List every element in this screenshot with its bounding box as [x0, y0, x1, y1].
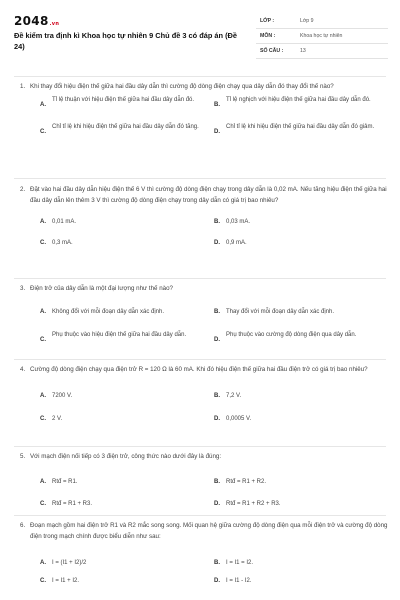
question-2 [14, 184, 388, 252]
option-b[interactable] [214, 218, 382, 228]
option-label: B. [214, 102, 220, 108]
option-a[interactable] [40, 392, 208, 402]
option-label: D. [214, 578, 220, 584]
option-text: 0,3 mA. [52, 240, 73, 246]
option-a[interactable] [40, 96, 208, 106]
option-c[interactable] [40, 239, 208, 249]
options [14, 466, 388, 506]
option-text: Không đổi với mỗi đoạn dây dẫn xác định. [52, 309, 165, 315]
option-label: C. [40, 337, 46, 343]
page-header [14, 14, 388, 72]
meta-value: Lớp 9 [300, 18, 314, 24]
option-c[interactable] [40, 331, 208, 341]
option-label: C. [40, 501, 46, 507]
option-text: 0,03 mA. [226, 219, 251, 225]
option-b[interactable] [214, 96, 382, 106]
option-text: Rtđ = R1 + R2. [226, 479, 267, 485]
option-label: A. [40, 393, 46, 399]
option-c[interactable] [40, 123, 208, 133]
divider [14, 446, 386, 447]
question-number: 6. [20, 522, 26, 529]
option-label: A. [40, 219, 46, 225]
meta-row-class [256, 14, 388, 29]
meta-info [256, 14, 388, 59]
question-stem: Điện trở của dây dẫn là một đại lượng như thế nào? [30, 285, 173, 292]
logo-suffix: .vn [49, 21, 60, 27]
question-number: 3. [20, 285, 26, 292]
option-text: 7,2 V. [226, 393, 242, 399]
divider [14, 515, 386, 516]
question-3 [14, 283, 388, 362]
options [14, 379, 388, 429]
option-b[interactable] [214, 559, 382, 569]
meta-row-count [256, 44, 388, 59]
question-5 [14, 451, 388, 506]
option-label: A. [40, 479, 46, 485]
option-d[interactable] [214, 239, 382, 249]
question-number: 1. [20, 83, 26, 90]
meta-key: LỚP : [260, 18, 275, 24]
option-b[interactable] [214, 392, 382, 402]
option-c[interactable] [40, 577, 208, 587]
options [14, 210, 388, 252]
option-label: C. [40, 578, 46, 584]
options [14, 546, 388, 590]
option-label: B. [214, 560, 220, 566]
site-logo[interactable] [14, 14, 59, 28]
option-c[interactable] [40, 415, 208, 425]
option-b[interactable] [214, 478, 382, 488]
option-d[interactable] [214, 331, 382, 341]
option-label: A. [40, 309, 46, 315]
option-label: A. [40, 102, 46, 108]
question-stem: Đặt vào hai đầu dây dẫn hiệu điện thế 6 V thì cường độ dòng điện chạy trong dây dẫn là 0,02 mA. Nếu tăng hiệu điện thế giữa hai đầu dây dẫn lên thêm 3 V thì cường độ dòng điện chạy trong dây dẫn có giá trị bao nhiêu? [30, 186, 387, 204]
option-text: Tỉ lệ nghịch với hiệu điện thế giữa hai đầu dây dẫn đó. [226, 97, 371, 103]
option-text: Rtđ = R1 + R3. [52, 501, 93, 507]
option-label: D. [214, 337, 220, 343]
divider [14, 178, 386, 179]
meta-value: 13 [300, 48, 306, 54]
option-d[interactable] [214, 415, 382, 425]
question-number: 2. [20, 186, 26, 193]
option-text: I = I1 = I2. [226, 560, 254, 566]
option-text: Tỉ lệ thuận với hiệu điện thế giữa hai đầu dây dẫn đó. [52, 97, 195, 103]
question-stem: Khi thay đổi hiệu điện thế giữa hai đầu dây dẫn thì cường độ dòng điện chạy qua dây dẫn đó thay đổi thế nào? [30, 83, 334, 90]
option-text: Chỉ tỉ lệ khi hiệu điện thế giữa hai đầu dây dẫn đó giảm. [226, 124, 375, 130]
option-text: 7200 V. [52, 393, 73, 399]
option-a[interactable] [40, 308, 208, 318]
option-label: B. [214, 219, 220, 225]
question-6 [14, 520, 388, 590]
option-text: Rtđ = R1 + R2 + R3. [226, 501, 281, 507]
meta-value: Khoa học tự nhiên [300, 33, 343, 39]
document-title: Đề kiểm tra định kì Khoa học tự nhiên 9 Chủ đề 3 có đáp án (Đề 24) [14, 31, 238, 51]
meta-row-subject [256, 29, 388, 44]
option-label: C. [40, 240, 46, 246]
option-text: I = I1 - I2. [226, 578, 252, 584]
logo-text: 2048 [14, 14, 49, 28]
option-label: C. [40, 416, 46, 422]
option-label: D. [214, 129, 220, 135]
question-stem: Cường độ dòng điện chạy qua điện trở R = 120 Ω là 60 mA. Khi đó hiệu điện thế giữa hai đầu điện trở có giá trị bao nhiêu? [30, 366, 368, 373]
question-number: 5. [20, 453, 26, 460]
option-text: 2 V. [52, 416, 63, 422]
option-text: Chỉ tỉ lệ khi hiệu điện thế giữa hai đầu dây dẫn đó tăng. [52, 124, 199, 130]
option-text: Rtđ = R1. [52, 479, 78, 485]
option-label: D. [214, 240, 220, 246]
options [14, 298, 388, 362]
option-a[interactable] [40, 559, 208, 569]
option-text: 0,0005 V. [226, 416, 252, 422]
option-text: 0,9 mA. [226, 240, 247, 246]
divider [14, 76, 386, 77]
option-d[interactable] [214, 123, 382, 133]
question-stem: Với mạch điện nối tiếp có 3 điện trở, công thức nào dưới đây là đúng: [30, 453, 222, 460]
option-text: 0,01 mA. [52, 219, 77, 225]
option-label: B. [214, 309, 220, 315]
question-number: 4. [20, 366, 26, 373]
option-label: D. [214, 501, 220, 507]
option-text: I = (I1 + I2)/2 [52, 560, 87, 566]
option-a[interactable] [40, 478, 208, 488]
option-c[interactable] [40, 500, 208, 510]
option-a[interactable] [40, 218, 208, 228]
option-d[interactable] [214, 577, 382, 587]
option-text: Phụ thuộc vào hiệu điện thế giữa hai đầu dây dẫn. [52, 332, 187, 338]
option-d[interactable] [214, 500, 382, 510]
option-label: B. [214, 393, 220, 399]
question-4 [14, 364, 388, 429]
divider [14, 359, 386, 360]
options [14, 96, 388, 152]
option-text: Thay đổi với mỗi đoạn dây dẫn xác định. [226, 309, 334, 315]
option-label: A. [40, 560, 46, 566]
option-text: I = I1 + I2. [52, 578, 80, 584]
option-label: C. [40, 129, 46, 135]
option-b[interactable] [214, 308, 382, 318]
option-text: Phụ thuộc vào cường độ dòng điện qua dây dẫn. [226, 332, 357, 338]
option-label: B. [214, 479, 220, 485]
question-stem: Đoạn mạch gồm hai điện trở R1 và R2 mắc song song. Mối quan hệ giữa cường độ dòng điện qua mỗi điện trở và cường độ dòng điện trong mạch chính được biểu diễn như sau: [30, 522, 388, 540]
meta-key: SỐ CÂU : [260, 48, 284, 54]
meta-key: MÔN : [260, 33, 276, 39]
divider [14, 278, 386, 279]
question-1 [14, 81, 388, 152]
option-label: D. [214, 416, 220, 422]
